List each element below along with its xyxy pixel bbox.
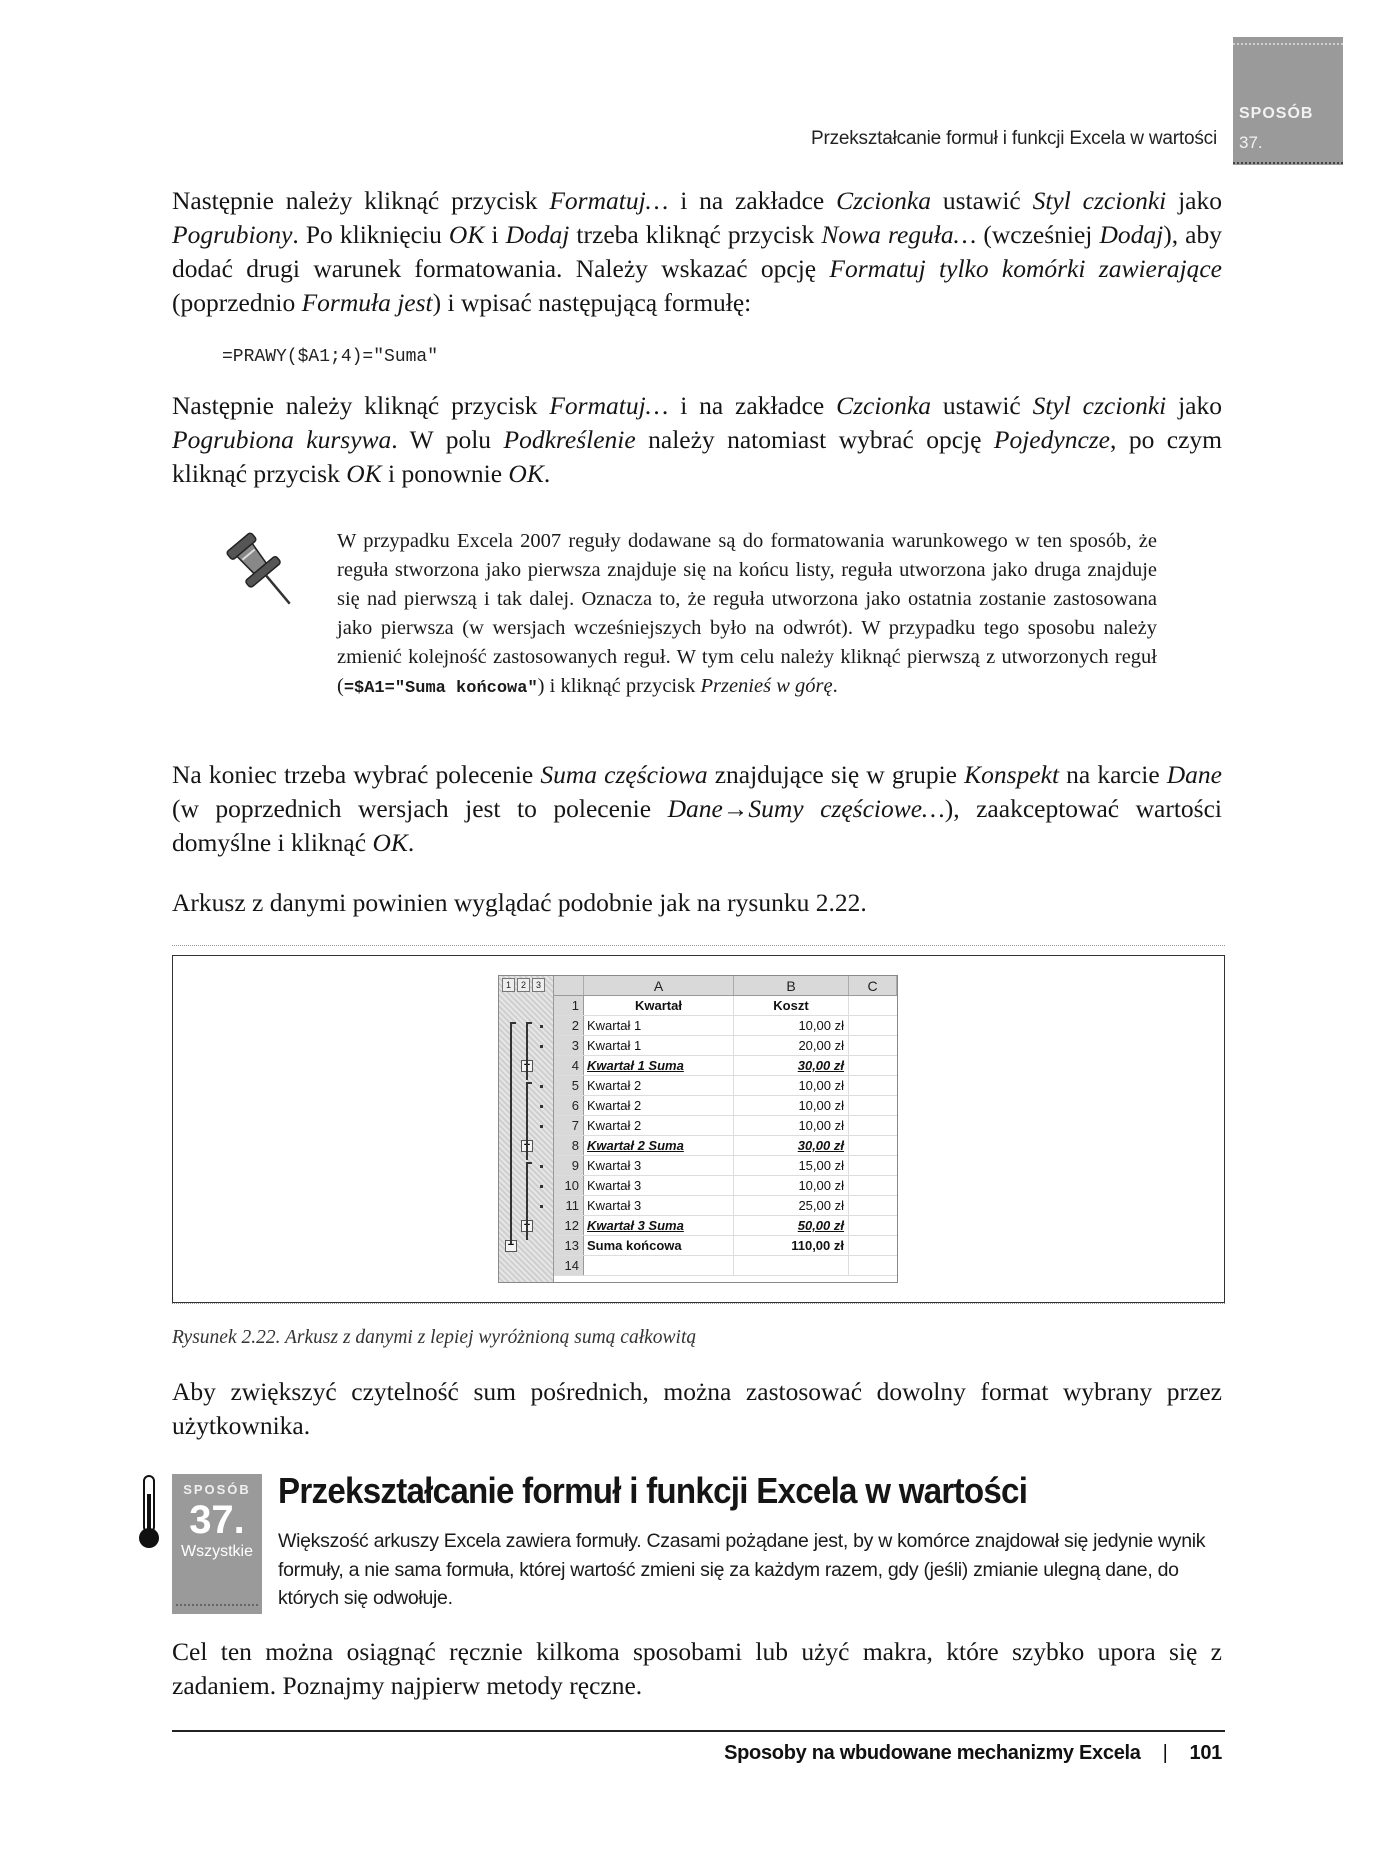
badge-word: SPOSÓB <box>183 1482 251 1497</box>
detail-row-dot <box>540 1025 543 1028</box>
group-bracket <box>526 1022 532 1080</box>
detail-row-dot <box>540 1105 543 1108</box>
emphasis-text: Dane→Sumy częściowe… <box>667 794 945 823</box>
row-number: 5 <box>554 1076 584 1095</box>
cell-a: Kwartał <box>584 996 734 1015</box>
table-row <box>554 1016 897 1036</box>
cell-c <box>849 1256 897 1275</box>
emphasis-text: Czcionka <box>836 391 931 420</box>
section-badge <box>172 1474 262 1614</box>
cell-a: Kwartał 3 Suma <box>584 1216 734 1235</box>
note-text <box>337 527 1157 703</box>
emphasis-text: Dane <box>1166 760 1222 789</box>
text-run: i na zakładce <box>668 391 837 420</box>
row-number: 9 <box>554 1156 584 1175</box>
row-number: 6 <box>554 1096 584 1115</box>
row-number: 14 <box>554 1256 584 1275</box>
column-header-row <box>554 976 897 996</box>
running-header: Przekształcanie formuł i funkcji Excela w wartości <box>810 128 1217 149</box>
emphasis-text: Pojedyncze <box>993 425 1110 454</box>
cell-b: 30,00 zł <box>734 1136 849 1155</box>
page-number: 101 <box>1189 1742 1222 1764</box>
section-lead: Większość arkuszy Excela zawiera formuły. Czasami pożądane jest, by w komórce znajdował się jedynie wynik formuły, a nie sama formuła, której wartość zmieni się za każdym razem, gdy (jeśli) zmianie ulegną dane, do których się odwołuje. <box>278 1530 1206 1609</box>
cell-c <box>849 996 897 1015</box>
cell-a: Kwartał 2 <box>584 1076 734 1095</box>
emphasis-text: OK <box>346 459 382 488</box>
table-row <box>554 1056 897 1076</box>
outline-level-button-1[interactable]: 1 <box>502 978 515 992</box>
cell-a: Kwartał 3 <box>584 1156 734 1175</box>
paragraph-5 <box>172 1375 1222 1443</box>
text-run: należy natomiast wybrać opcję <box>635 425 994 454</box>
cell-c <box>849 1096 897 1115</box>
emphasis-text: Styl czcionki <box>1032 186 1167 215</box>
row-number: 4 <box>554 1056 584 1075</box>
group-bracket <box>526 1082 532 1160</box>
text-run: , po czym kliknąć przycisk <box>172 425 1222 488</box>
cell-a: Kwartał 2 <box>584 1096 734 1115</box>
row-number: 7 <box>554 1116 584 1135</box>
table-row <box>554 1176 897 1196</box>
cell-c <box>849 1176 897 1195</box>
row-number: 8 <box>554 1136 584 1155</box>
badge-level: Wszystkie <box>181 1543 253 1560</box>
emphasis-text: OK <box>372 828 408 857</box>
paragraph-2 <box>172 389 1222 491</box>
emphasis-text: Pogrubiony <box>172 220 293 249</box>
text-run: ), zaakceptować wartości domyślne i kliknąć <box>172 794 1222 857</box>
text-run: (poprzednio <box>172 288 302 317</box>
text-run: (wcześniej <box>976 220 1100 249</box>
cell-a: Kwartał 1 <box>584 1036 734 1055</box>
formula-code: =PRAWY($A1;4)="Suma" <box>222 347 439 367</box>
cell-c <box>849 1216 897 1235</box>
footer-rule <box>172 1730 1225 1732</box>
cell-b: 25,00 zł <box>734 1196 849 1215</box>
text-run: jako <box>1166 186 1222 215</box>
text-run: ) i wpisać następującą formułę: <box>432 288 752 317</box>
cell-b: 15,00 zł <box>734 1156 849 1175</box>
row-number: 13 <box>554 1236 584 1255</box>
table-row <box>554 1196 897 1216</box>
text-run: ), aby dodać drugi warunek formatowania. Należy wskazać opcję <box>172 220 1222 283</box>
paragraph-1 <box>172 184 1222 320</box>
cell-a: Kwartał 3 <box>584 1176 734 1195</box>
outline-level-button-3[interactable]: 3 <box>532 978 545 992</box>
cell-b: 30,00 zł <box>734 1056 849 1075</box>
emphasis-text: Formatuj tylko komórki zawierające <box>829 254 1222 283</box>
emphasis-text: Formatuj… <box>549 186 669 215</box>
table-row <box>554 1156 897 1176</box>
thermometer-icon <box>136 1474 162 1552</box>
detail-row-dot <box>540 1045 543 1048</box>
row-number: 12 <box>554 1216 584 1235</box>
row-number: 1 <box>554 996 584 1015</box>
column-header-b: B <box>734 976 849 995</box>
cell-c <box>849 1036 897 1055</box>
text-run: Następnie należy kliknąć przycisk <box>172 391 550 420</box>
paragraph-6 <box>172 1635 1222 1703</box>
text-run: trzeba kliknąć przycisk <box>569 220 822 249</box>
text-run: . Po kliknięciu <box>292 220 449 249</box>
row-number: 11 <box>554 1196 584 1215</box>
cell-b: 50,00 zł <box>734 1216 849 1235</box>
inline-code: =$A1="Suma końcowa" <box>343 679 538 698</box>
text-run: . <box>832 675 838 697</box>
cell-b: 10,00 zł <box>734 1076 849 1095</box>
tab-top-divider <box>1233 37 1343 45</box>
cell-a: Suma końcowa <box>584 1236 734 1255</box>
detail-row-dot <box>540 1125 543 1128</box>
table-row <box>554 1076 897 1096</box>
outer-group-bracket <box>510 1022 516 1244</box>
section-title: Przekształcanie formuł i funkcji Excela w wartości <box>278 1470 1028 1511</box>
emphasis-text: Konspekt <box>964 760 1060 789</box>
text-run: i <box>484 220 506 249</box>
tab-word: SPOSÓB <box>1239 105 1314 122</box>
emphasis-text: Formuła jest <box>301 288 433 317</box>
chapter-tab <box>1233 37 1343 165</box>
row-number: 3 <box>554 1036 584 1055</box>
text-run: znajdujące się w grupie <box>707 760 965 789</box>
pushpin-icon <box>218 527 310 619</box>
row-number: 10 <box>554 1176 584 1195</box>
outline-level-button-2[interactable]: 2 <box>517 978 530 992</box>
emphasis-text: Formatuj… <box>549 391 669 420</box>
collapse-group-button[interactable]: − <box>521 1220 533 1232</box>
emphasis-text: Podkreślenie <box>503 425 636 454</box>
detail-row-dot <box>540 1085 543 1088</box>
tab-number: 37. <box>1239 133 1263 152</box>
text-run: i ponownie <box>381 459 509 488</box>
cell-b: 110,00 zł <box>734 1236 849 1255</box>
cell-b <box>734 1256 849 1275</box>
figure-caption: Rysunek 2.22. Arkusz z danymi z lepiej wyróżnioną sumą całkowitą <box>172 1327 697 1348</box>
text-run: Arkusz z danymi powinien wyglądać podobnie jak na rysunku 2.22. <box>172 888 867 917</box>
text-run: ) i kliknąć przycisk <box>537 675 701 697</box>
page-footer <box>724 1742 1222 1765</box>
emphasis-text: Czcionka <box>836 186 931 215</box>
column-header-c: C <box>849 976 897 995</box>
emphasis-text: Dodaj <box>505 220 570 249</box>
outline-level-buttons <box>502 978 545 992</box>
cell-b: 10,00 zł <box>734 1116 849 1135</box>
cell-c <box>849 1076 897 1095</box>
detail-row-dot <box>540 1185 543 1188</box>
text-run: i na zakładce <box>668 186 837 215</box>
paragraph-4 <box>172 886 1222 920</box>
text-run: Aby zwiększyć czytelność sum pośrednich, można zastosować dowolny format wybrany przez użytkownika. <box>172 1377 1222 1440</box>
cell-c <box>849 1236 897 1255</box>
table-row <box>554 1116 897 1136</box>
detail-row-dot <box>540 1165 543 1168</box>
emphasis-text: OK <box>448 220 485 249</box>
collapse-group-button[interactable]: − <box>521 1060 533 1072</box>
table-row <box>554 1136 897 1156</box>
text-run: Następnie należy kliknąć przycisk <box>172 186 550 215</box>
sheet-grid <box>554 976 897 1282</box>
text-run: na karcie <box>1059 760 1167 789</box>
collapse-group-button[interactable]: − <box>521 1140 533 1152</box>
cell-a: Kwartał 1 <box>584 1016 734 1035</box>
emphasis-text: Styl czcionki <box>1032 391 1167 420</box>
cell-b: 10,00 zł <box>734 1096 849 1115</box>
paragraph-3 <box>172 758 1222 860</box>
text-run: W przypadku Excela 2007 reguły dodawane są do formatowania warunkowego w ten sposób, że reguła stworzona jako pierwsza znajduje się na końcu listy, reguła utworzona jako druga znajduje się nad pierwszą i tak dalej. Oznacza to, że reguła utworzona jako ostatnia zostanie zastosowana jako pierwsza (w wersjach wcześniejszych było na odwrót). W przypadku tego sposobu należy zmienić kolejność zastosowanych reguł. W tym celu należy kliknąć pierwszą z utworzonych reguł ( <box>337 530 1157 697</box>
text-run: Cel ten można osiągnąć ręcznie kilkoma sposobami lub użyć makra, które szybko upora się z zadaniem. Poznajmy najpierw metody ręczne. <box>172 1637 1222 1700</box>
emphasis-text: Nowa reguła… <box>821 220 977 249</box>
cell-a: Kwartał 1 Suma <box>584 1056 734 1075</box>
outline-column <box>499 976 554 1282</box>
table-row <box>554 1236 897 1256</box>
text-run: . <box>543 459 551 488</box>
emphasis-text: Przenieś w górę <box>700 675 833 697</box>
text-run: ustawić <box>931 391 1033 420</box>
footer-book-title: Sposoby na wbudowane mechanizmy Excela <box>724 1742 1141 1764</box>
footer-separator: | <box>1162 1742 1168 1764</box>
badge-divider <box>176 1604 258 1606</box>
cell-c <box>849 1156 897 1175</box>
cell-a <box>584 1256 734 1275</box>
row-number: 2 <box>554 1016 584 1035</box>
emphasis-text: OK <box>508 459 544 488</box>
cell-c <box>849 1016 897 1035</box>
text-run: . <box>407 828 415 857</box>
column-header-a: A <box>584 976 734 995</box>
emphasis-text: Suma częściowa <box>540 760 708 789</box>
group-bracket <box>526 1162 532 1240</box>
emphasis-text: Pogrubiona kursywa <box>172 425 392 454</box>
table-row <box>554 1256 897 1276</box>
collapse-all-button[interactable]: − <box>505 1240 517 1252</box>
text-run: . W polu <box>391 425 504 454</box>
cell-b: 10,00 zł <box>734 1176 849 1195</box>
spreadsheet-screenshot <box>498 975 898 1283</box>
cell-b: 10,00 zł <box>734 1016 849 1035</box>
cell-c <box>849 1196 897 1215</box>
badge-number: 37. <box>189 1498 245 1542</box>
cell-b: Koszt <box>734 996 849 1015</box>
cell-b: 20,00 zł <box>734 1036 849 1055</box>
detail-row-dot <box>540 1205 543 1208</box>
figure-top-rule <box>172 945 1225 946</box>
table-row <box>554 1216 897 1236</box>
table-row <box>554 1096 897 1116</box>
cell-c <box>849 1136 897 1155</box>
cell-a: Kwartał 3 <box>584 1196 734 1215</box>
text-run: (w poprzednich wersjach jest to polecenie <box>172 794 668 823</box>
table-row <box>554 1036 897 1056</box>
cell-c <box>849 1056 897 1075</box>
text-run: ustawić <box>931 186 1033 215</box>
cell-a: Kwartał 2 <box>584 1116 734 1135</box>
cell-c <box>849 1116 897 1135</box>
emphasis-text: Dodaj <box>1099 220 1164 249</box>
tab-bottom-divider <box>1233 162 1343 165</box>
figure-bottom-rule <box>172 1303 1225 1304</box>
select-all-corner <box>554 976 584 995</box>
table-row <box>554 996 897 1016</box>
text-run: Na koniec trzeba wybrać polecenie <box>172 760 541 789</box>
cell-a: Kwartał 2 Suma <box>584 1136 734 1155</box>
text-run: jako <box>1166 391 1222 420</box>
